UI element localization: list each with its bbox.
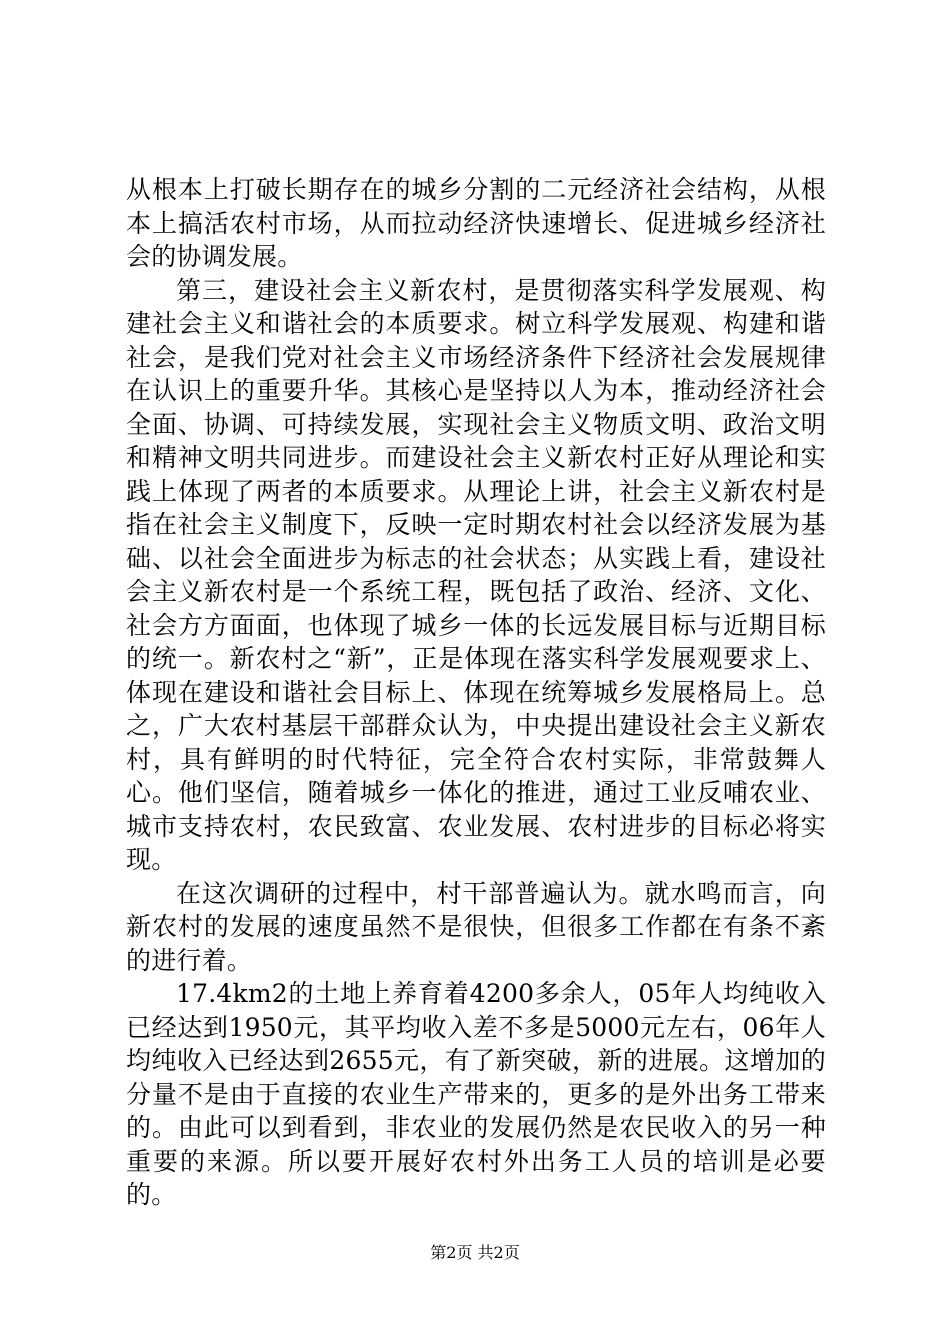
document-body [126, 173, 826, 1212]
page-number: 第2页 共2页 [430, 1243, 520, 1262]
paragraph-third-point: 第三，建设社会主义新农村，是贯彻落实科学发展观、构建社会主义和谐社会的本质要求。树立科学发展观、构建和谐社会，是我们党对社会主义市场经济条件下经济社会发展规律在认识上的重要升华。其核心是坚持以人为本，推动经济社会全面、协调、可持续发展，实现社会主义物质文明、政治文明和精神文明共同进步。而建设社会主义新农村正好从理论和实践上体现了两者的本质要求。从理论上讲，社会主义新农村是指在社会主义制度下，反映一定时期农村社会以经济发展为基础、以社会全面进步为标志的社会状态；从实践上看，建设社会主义新农村是一个系统工程，既包括了政治、经济、文化、社会方方面面，也体现了城乡一体的长远发展目标与近期目标的统一。新农村之“新”，正是体现在落实科学发展观要求上、体现在建设和谐社会目标上、体现在统筹城乡发展格局上。总之，广大农村基层干部群众认为，中央提出建设社会主义新农村，具有鲜明的时代特征，完全符合农村实际，非常鼓舞人心。他们坚信，随着城乡一体化的推进，通过工业反哺农业、城市支持农村，农民致富、农业发展、农村进步的目标必将实现。 [126, 275, 826, 874]
paragraph-income: 17.4km2的土地上养育着4200多余人，05年人均纯收入已经达到1950元，其平均收入差不多是5000元左右，06年人均纯收入已经达到2655元，有了新突破，新的进展。这增加的分量不是由于直接的农业生产带来的，更多的是外出务工带来的。由此可以到看到，非农业的发展仍然是农民收入的另一种重要的来源。所以要开展好农村外出务工人员的培训是必要的。 [126, 979, 826, 1209]
paragraph-survey: 在这次调研的过程中，村干部普遍认为。就水鸣而言，向新农村的发展的速度虽然不是很快，但很多工作都在有条不紊的进行着。 [126, 878, 826, 975]
paragraph-continuation: 从根本上打破长期存在的城乡分割的二元经济社会结构，从根本上搞活农村市场，从而拉动经济快速增长、促进城乡经济社会的协调发展。 [126, 175, 826, 271]
